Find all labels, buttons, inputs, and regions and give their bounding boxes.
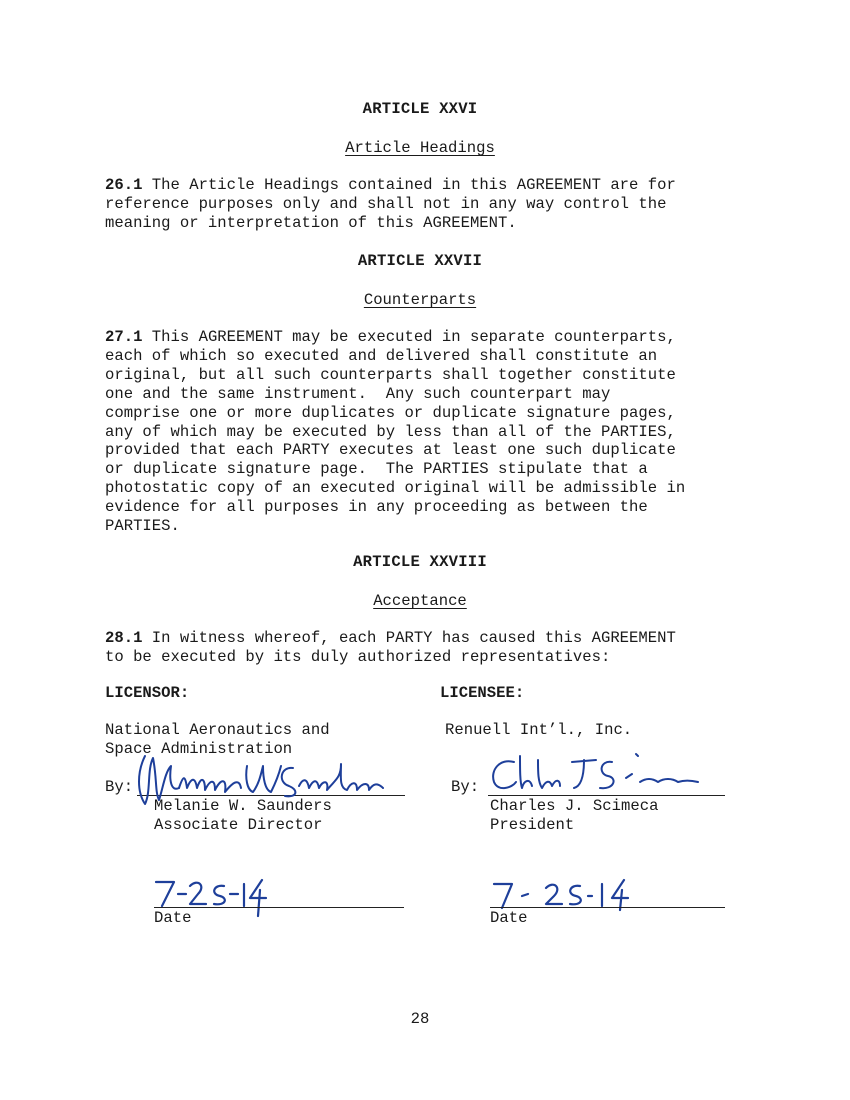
licensee-handwritten-signature [486, 752, 706, 796]
licensee-signer-role: President [490, 816, 575, 834]
paragraph-line: to be executed by its duly authorized representatives: [105, 647, 611, 666]
paragraph-line: each of which so executed and delivered shall constitute an [105, 346, 658, 365]
section-number: 28.1 [105, 629, 143, 647]
paragraph-line: The Article Headings contained in this AGREEMENT are for [142, 176, 676, 194]
licensor-label: LICENSOR: [105, 684, 190, 702]
licensor-by-label: By: [105, 778, 134, 796]
article-28-paragraph [105, 629, 745, 667]
article-27-heading: ARTICLE XXVII [357, 252, 483, 270]
licensee-date-label: Date [490, 909, 528, 927]
paragraph-line: original, but all such counterparts shall together constitute [105, 365, 676, 384]
article-26-title: Article Headings [345, 139, 495, 157]
paragraph-line: reference purposes only and shall not in any way control the [105, 194, 667, 213]
article-27-paragraph [105, 328, 745, 536]
article-27-title: Counterparts [363, 291, 477, 309]
licensee-signer-name: Charles J. Scimeca [490, 797, 659, 815]
licensee-date-line [490, 907, 725, 908]
article-26-paragraph [105, 176, 745, 233]
licensor-org-line2: Space Administration [105, 740, 293, 758]
licensor-signer-role: Associate Director [154, 816, 323, 834]
licensor-signer-name: Melanie W. Saunders [154, 797, 332, 815]
article-26-heading: ARTICLE XXVI [362, 100, 478, 118]
licensor-date-line [154, 907, 404, 908]
paragraph-line: provided that each PARTY executes at least one such duplicate [105, 441, 676, 460]
paragraph-line: meaning or interpretation of this AGREEMENT. [105, 213, 517, 232]
paragraph-line: any of which may be executed by less than all of the PARTIES, [105, 422, 676, 441]
paragraph-line: In witness whereof, each PARTY has caused this AGREEMENT [142, 629, 676, 647]
paragraph-line: photostatic copy of an executed original will be admissible in [105, 479, 686, 498]
article-28-heading: ARTICLE XXVIII [353, 553, 487, 571]
licensee-by-label: By: [451, 778, 480, 796]
page-number: 28 [410, 1010, 430, 1028]
paragraph-line: evidence for all purposes in any proceeding as between the [105, 498, 648, 517]
paragraph-line: This AGREEMENT may be executed in separate counterparts, [142, 328, 676, 346]
paragraph-line: PARTIES. [105, 517, 180, 536]
licensee-org-line1: Renuell Int’l., Inc. [445, 721, 633, 739]
licensee-label: LICENSEE: [440, 684, 525, 702]
licensor-org-line1: National Aeronautics and [105, 721, 330, 739]
licensor-date-label: Date [154, 909, 192, 927]
paragraph-line: comprise one or more duplicates or duplicate signature pages, [105, 403, 676, 422]
paragraph-line: one and the same instrument. Any such counterpart may [105, 384, 611, 403]
section-number: 27.1 [105, 328, 143, 346]
paragraph-line: or duplicate signature page. The PARTIES stipulate that a [105, 460, 648, 479]
article-28-title: Acceptance [373, 592, 467, 610]
section-number: 26.1 [105, 176, 143, 194]
